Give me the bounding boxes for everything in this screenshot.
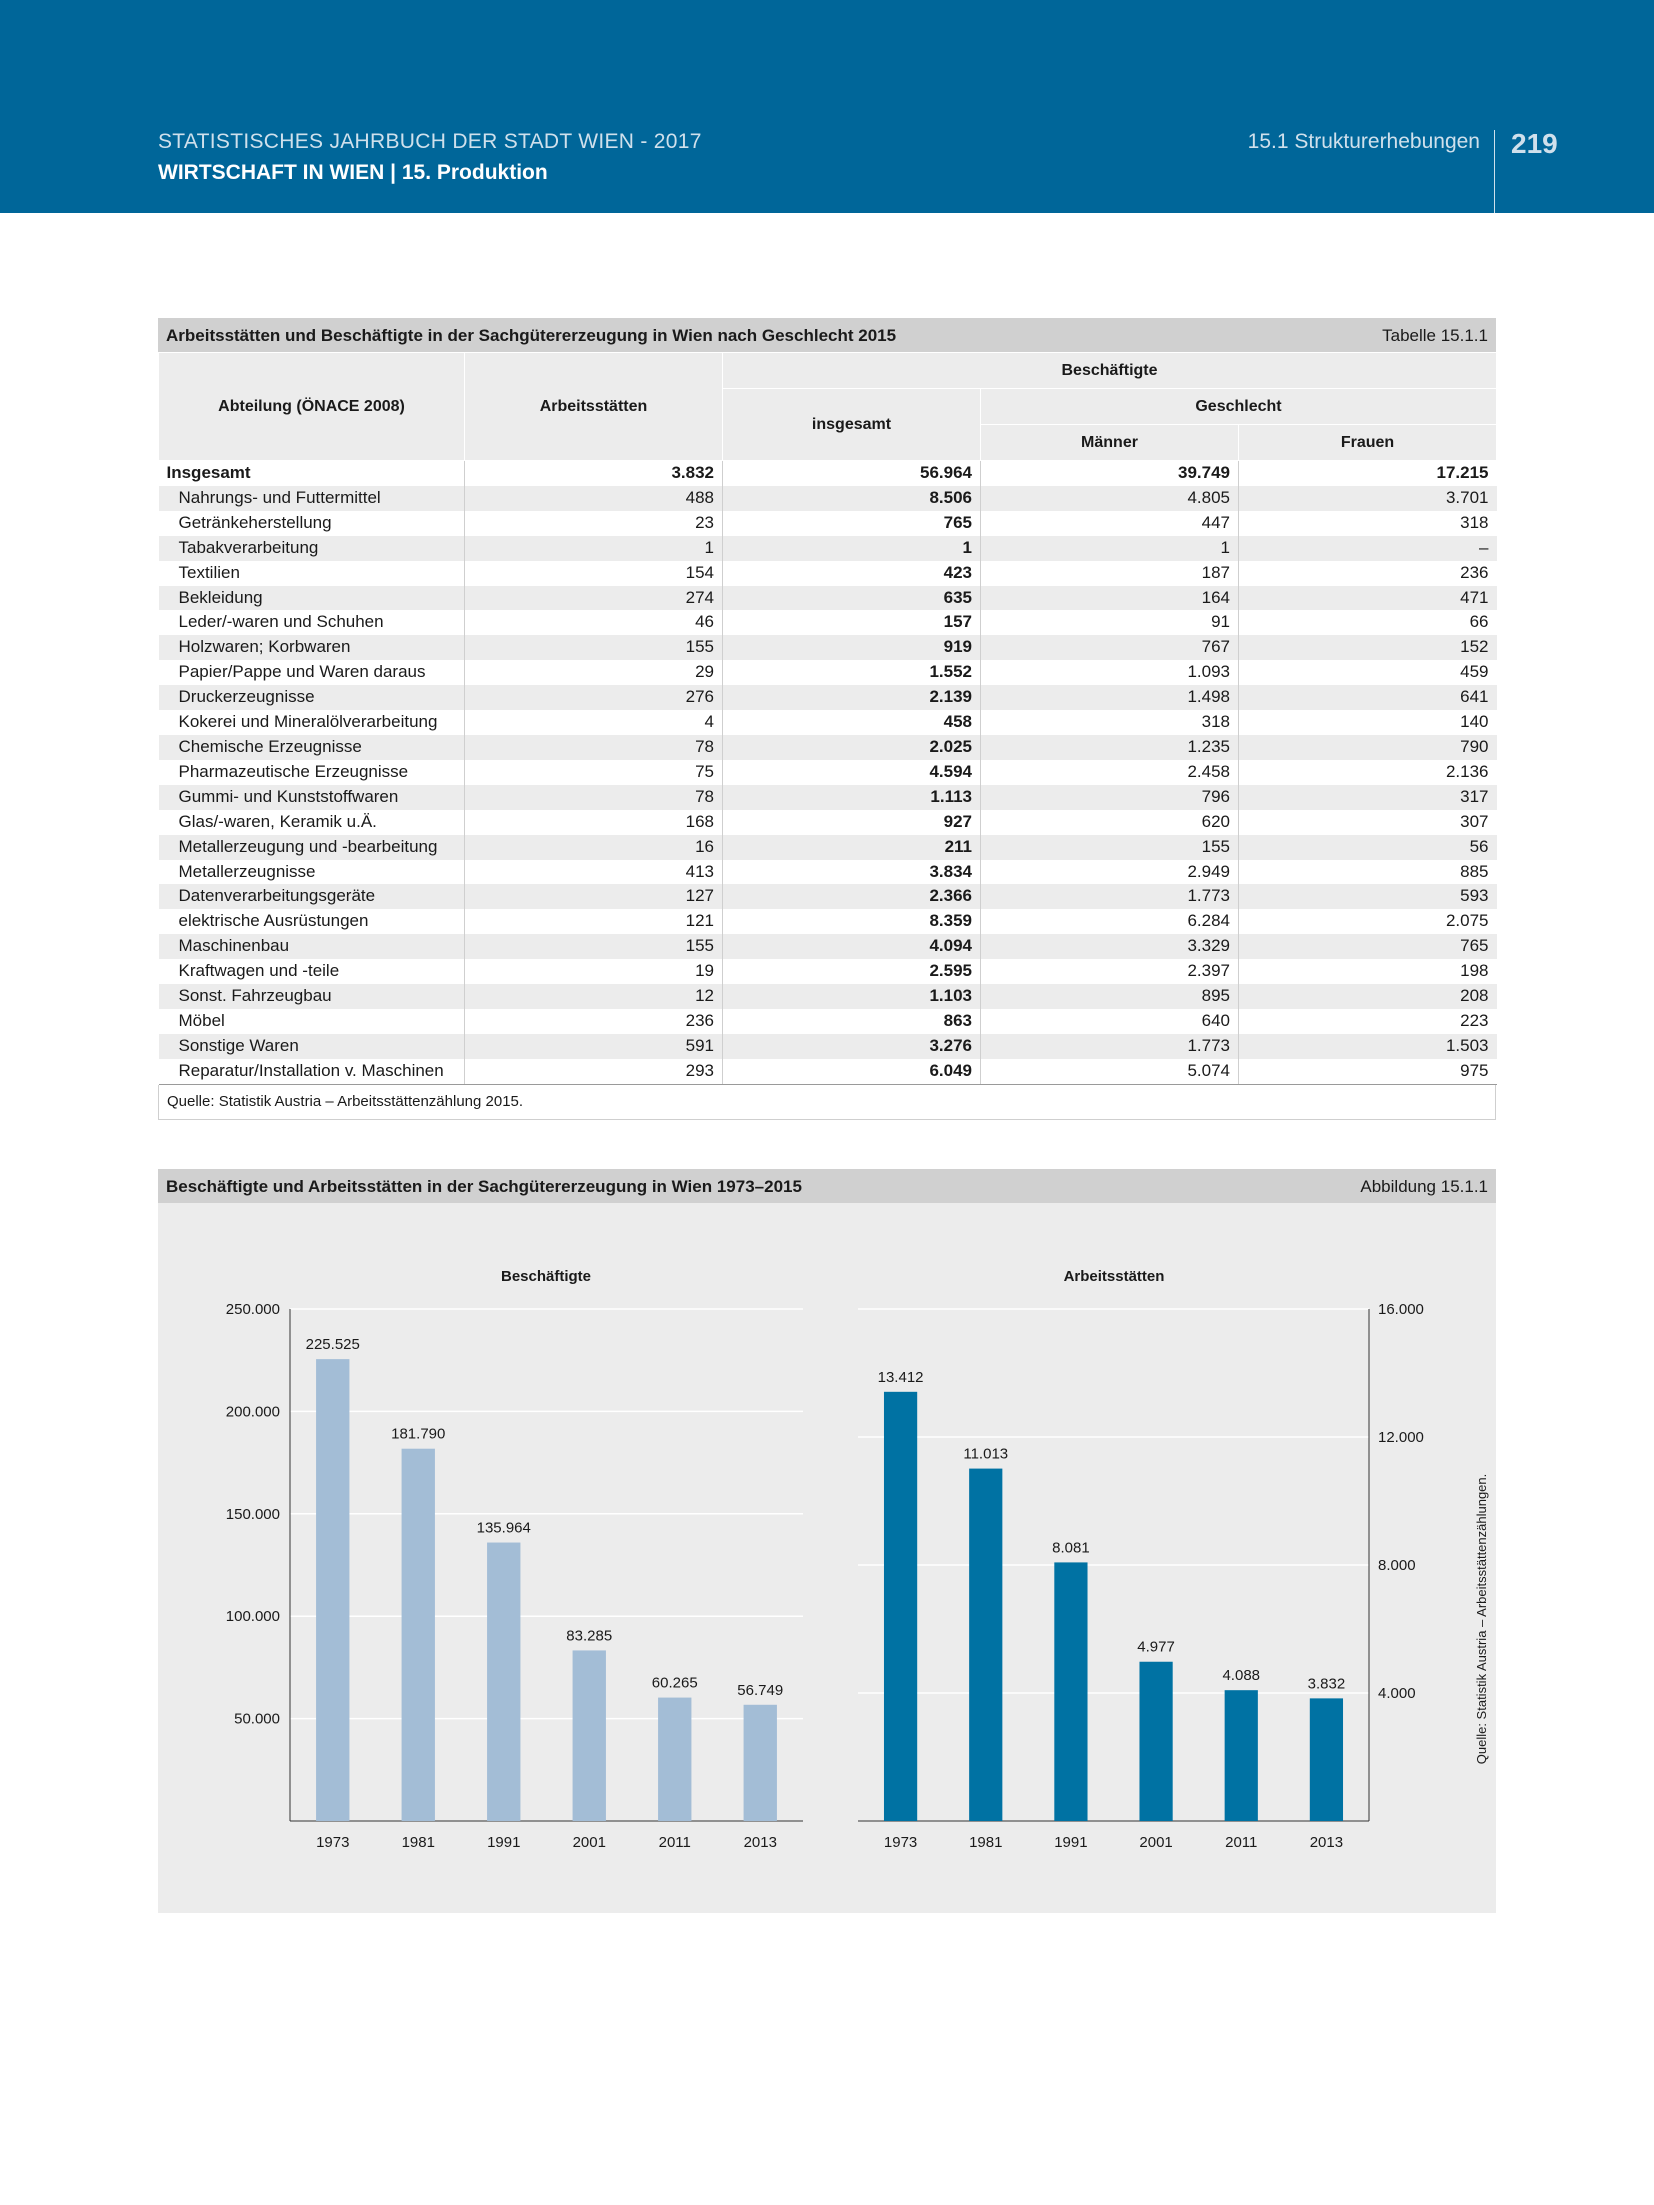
cell-insgesamt: 2.595 (723, 959, 981, 984)
cell-arbeitsstaetten: 23 (465, 511, 723, 536)
table-row-total (159, 461, 1497, 486)
cell-insgesamt: 8.506 (723, 486, 981, 511)
figure-label: Abbildung 15.1.1 (1360, 1177, 1488, 1196)
cell-insgesamt: 4.594 (723, 760, 981, 785)
cell-frauen: 641 (1239, 685, 1497, 710)
cell-frauen: 2.136 (1239, 760, 1497, 785)
page-header (0, 0, 1654, 213)
bar (658, 1698, 691, 1821)
cell-arbeitsstaetten: 591 (465, 1034, 723, 1059)
figure-panel (158, 1169, 1496, 1913)
chart-title: Beschäftigte (500, 1268, 592, 1285)
row-label: Kraftwagen und -teile (178, 961, 340, 981)
cell-insgesamt: 458 (723, 710, 981, 735)
cell-frauen: 790 (1239, 735, 1497, 760)
cell-insgesamt: 3.276 (723, 1034, 981, 1059)
x-tick-label: 1973 (883, 1834, 918, 1851)
y-tick-label: 200.000 (225, 1403, 280, 1421)
row-label: Textilien (178, 562, 240, 582)
x-tick-label: 1981 (969, 1834, 1003, 1851)
cell-frauen: 307 (1239, 810, 1497, 835)
cell-frauen: 66 (1239, 610, 1497, 635)
cell-insgesamt: 2.366 (723, 884, 981, 909)
bar-value-label: 60.265 (651, 1674, 698, 1692)
cell-frauen: 3.701 (1239, 486, 1497, 511)
row-label: Bekleidung (159, 586, 465, 611)
cell-maenner: 447 (981, 511, 1239, 536)
header-insgesamt: insgesamt (723, 389, 981, 461)
cell-maenner: 91 (981, 610, 1239, 635)
cell-arbeitsstaetten: 3.832 (465, 461, 723, 486)
table-caption-bar (158, 318, 1496, 352)
cell-maenner: 767 (981, 635, 1239, 660)
cell-insgesamt: 3.834 (723, 860, 981, 885)
cell-arbeitsstaetten: 293 (465, 1059, 723, 1084)
row-label: Möbel (178, 1010, 225, 1030)
cell-insgesamt: 1 (723, 536, 981, 561)
cell-arbeitsstaetten: 19 (465, 959, 723, 984)
row-label: Maschinenbau (159, 934, 465, 959)
cell-arbeitsstaetten: 154 (465, 561, 723, 586)
bar (1225, 1690, 1258, 1821)
charts-svg (158, 1169, 1496, 1913)
row-label: Druckerzeugnisse (159, 685, 465, 710)
row-label: Sonstige Waren (159, 1034, 465, 1059)
cell-insgesamt: 863 (723, 1009, 981, 1034)
row-label: Glas/-waren, Keramik u.Ä. (178, 811, 377, 831)
bar (1139, 1662, 1172, 1821)
cell-insgesamt: 919 (723, 635, 981, 660)
cell-arbeitsstaetten: 413 (465, 860, 723, 885)
cell-frauen: 765 (1239, 934, 1497, 959)
cell-frauen: 152 (1239, 635, 1497, 660)
x-tick-label: 1991 (487, 1834, 521, 1851)
figure-source: Quelle: Statistik Austria – Arbeitsstättenzählungen. (1474, 1473, 1489, 1765)
plot-area (290, 1309, 803, 1821)
cell-frauen: 1.503 (1239, 1034, 1497, 1059)
row-label: elektrische Ausrüstungen (178, 911, 369, 931)
table-row (159, 561, 1497, 586)
cell-frauen: 317 (1239, 785, 1497, 810)
cell-insgesamt: 6.049 (723, 1059, 981, 1084)
table-row (159, 536, 1497, 561)
x-tick-label: 2011 (1225, 1834, 1258, 1851)
header-beschaeftigte: Beschäftigte (723, 353, 1497, 389)
row-label: Metallerzeugung und -bearbeitung (159, 835, 465, 860)
cell-maenner: 6.284 (981, 909, 1239, 934)
table-source: Quelle: Statistik Austria – Arbeitsstättenzählung 2015. (158, 1085, 1496, 1120)
table-row (159, 1009, 1497, 1034)
cell-maenner: 1.235 (981, 735, 1239, 760)
cell-arbeitsstaetten: 78 (465, 785, 723, 810)
header-arbeitsstaetten: Arbeitsstätten (465, 353, 723, 461)
row-label: Kokerei und Mineralölverarbeitung (178, 712, 438, 732)
cell-maenner: 640 (981, 1009, 1239, 1034)
cell-arbeitsstaetten: 127 (465, 884, 723, 909)
table-row (159, 685, 1497, 710)
table-row (159, 934, 1497, 959)
bar (573, 1650, 606, 1821)
cell-frauen: 975 (1239, 1059, 1497, 1084)
bar (1310, 1698, 1343, 1821)
cell-maenner: 2.949 (981, 860, 1239, 885)
table-row (159, 511, 1497, 536)
bar (884, 1392, 917, 1821)
cell-frauen: 459 (1239, 660, 1497, 685)
cell-arbeitsstaetten: 236 (465, 1009, 723, 1034)
cell-frauen: 2.075 (1239, 909, 1497, 934)
cell-maenner: 3.329 (981, 934, 1239, 959)
cell-insgesamt: 765 (723, 511, 981, 536)
table-row (159, 486, 1497, 511)
row-label: Insgesamt (159, 461, 465, 486)
bar (316, 1359, 349, 1821)
cell-maenner: 1.773 (981, 884, 1239, 909)
x-tick-label: 1973 (316, 1834, 350, 1851)
cell-insgesamt: 423 (723, 561, 981, 586)
cell-frauen: 318 (1239, 511, 1497, 536)
x-tick-label: 1981 (401, 1834, 435, 1851)
table-row (159, 635, 1497, 660)
cell-arbeitsstaetten: 4 (465, 710, 723, 735)
cell-maenner: 318 (981, 710, 1239, 735)
cell-insgesamt: 927 (723, 810, 981, 835)
table-label: Tabelle 15.1.1 (1382, 326, 1488, 345)
cell-insgesamt: 2.139 (723, 685, 981, 710)
cell-frauen: 17.215 (1239, 461, 1497, 486)
table-row (159, 760, 1497, 785)
cell-insgesamt: 211 (723, 835, 981, 860)
table-row (159, 810, 1497, 835)
cell-maenner: 1 (981, 536, 1239, 561)
cell-maenner: 796 (981, 785, 1239, 810)
bar-value-label: 11.013 (963, 1445, 1009, 1463)
bar-value-label: 83.285 (566, 1627, 613, 1645)
cell-frauen: 140 (1239, 710, 1497, 735)
table-row (159, 984, 1497, 1009)
cell-maenner: 620 (981, 810, 1239, 835)
bar-value-label: 8.081 (1052, 1539, 1090, 1557)
x-tick-label: 2001 (1139, 1834, 1173, 1851)
row-label: Reparatur/Installation v. Maschinen (159, 1059, 465, 1084)
cell-insgesamt: 8.359 (723, 909, 981, 934)
bar-value-label: 225.525 (305, 1336, 360, 1354)
y-tick-label: 250.000 (225, 1301, 280, 1318)
cell-frauen: 236 (1239, 561, 1497, 586)
cell-maenner: 2.458 (981, 760, 1239, 785)
bar-value-label: 56.749 (737, 1681, 784, 1699)
row-label: Papier/Pappe und Waren daraus (178, 662, 426, 682)
x-tick-label: 2011 (658, 1834, 691, 1851)
cell-arbeitsstaetten: 78 (465, 735, 723, 760)
bar-value-label: 135.964 (476, 1519, 531, 1537)
table-body (159, 461, 1497, 1085)
cell-maenner: 187 (981, 561, 1239, 586)
page-number: 219 (1511, 128, 1558, 159)
header-maenner: Männer (981, 425, 1239, 461)
section-title: 15.1 Strukturerhebungen (1247, 130, 1480, 153)
cell-maenner: 155 (981, 835, 1239, 860)
cell-insgesamt: 2.025 (723, 735, 981, 760)
y-tick-label: 16.000 (1378, 1301, 1424, 1318)
cell-maenner: 4.805 (981, 486, 1239, 511)
row-label: Holzwaren; Korbwaren (159, 635, 465, 660)
row-label: Gummi- und Kunststoffwaren (159, 785, 465, 810)
table-panel (158, 318, 1496, 1120)
chapter-title: WIRTSCHAFT IN WIEN | 15. Produktion (158, 161, 548, 184)
header-divider (1494, 130, 1495, 213)
table-row (159, 909, 1497, 934)
cell-arbeitsstaetten: 29 (465, 660, 723, 685)
table-row (159, 586, 1497, 611)
chart-title: Arbeitsstätten (1063, 1268, 1165, 1285)
cell-frauen: 208 (1239, 984, 1497, 1009)
cell-maenner: 1.773 (981, 1034, 1239, 1059)
data-table (158, 352, 1497, 1085)
cell-arbeitsstaetten: 121 (465, 909, 723, 934)
bar (969, 1469, 1002, 1821)
cell-arbeitsstaetten: 168 (465, 810, 723, 835)
row-label: Datenverarbeitungsgeräte (159, 884, 465, 909)
cell-arbeitsstaetten: 155 (465, 635, 723, 660)
y-tick-label: 50.000 (234, 1710, 280, 1728)
cell-insgesamt: 635 (723, 586, 981, 611)
cell-frauen: 471 (1239, 586, 1497, 611)
y-tick-label: 4.000 (1378, 1685, 1416, 1702)
cell-arbeitsstaetten: 155 (465, 934, 723, 959)
publication-title: STATISTISCHES JAHRBUCH DER STADT WIEN - 2017 (158, 130, 702, 153)
row-label: Pharmazeutische Erzeugnisse (178, 761, 409, 781)
cell-frauen: 593 (1239, 884, 1497, 909)
cell-insgesamt: 1.552 (723, 660, 981, 685)
cell-frauen: 56 (1239, 835, 1497, 860)
bar (1054, 1562, 1087, 1821)
x-tick-label: 2013 (743, 1834, 777, 1851)
row-label: Sonst. Fahrzeugbau (159, 984, 465, 1009)
cell-maenner: 1.093 (981, 660, 1239, 685)
cell-maenner: 5.074 (981, 1059, 1239, 1084)
y-tick-label: 150.000 (225, 1505, 280, 1523)
cell-arbeitsstaetten: 274 (465, 586, 723, 611)
table-row (159, 959, 1497, 984)
table-row (159, 735, 1497, 760)
cell-arbeitsstaetten: 75 (465, 760, 723, 785)
row-label: Nahrungs- und Futtermittel (159, 486, 465, 511)
cell-maenner: 895 (981, 984, 1239, 1009)
bar-value-label: 181.790 (391, 1425, 446, 1443)
table-row (159, 660, 1497, 685)
cell-arbeitsstaetten: 1 (465, 536, 723, 561)
bar-value-label: 4.088 (1222, 1667, 1261, 1685)
cell-insgesamt: 4.094 (723, 934, 981, 959)
cell-arbeitsstaetten: 12 (465, 984, 723, 1009)
cell-frauen: 223 (1239, 1009, 1497, 1034)
x-tick-label: 1991 (1054, 1834, 1088, 1851)
cell-frauen: – (1239, 536, 1497, 561)
row-label: Leder/-waren und Schuhen (178, 612, 384, 632)
table-row (159, 884, 1497, 909)
bar (402, 1449, 435, 1821)
table-row (159, 710, 1497, 735)
header-frauen: Frauen (1239, 425, 1497, 461)
y-tick-label: 8.000 (1378, 1557, 1416, 1574)
table-row (159, 1034, 1497, 1059)
y-tick-label: 12.000 (1378, 1429, 1424, 1446)
table-row (159, 860, 1497, 885)
header-geschlecht: Geschlecht (981, 389, 1497, 425)
cell-arbeitsstaetten: 46 (465, 610, 723, 635)
bar-value-label: 3.832 (1307, 1675, 1346, 1693)
row-label: Chemische Erzeugnisse (159, 735, 465, 760)
table-row (159, 785, 1497, 810)
cell-maenner: 1.498 (981, 685, 1239, 710)
y-tick-label: 100.000 (225, 1608, 280, 1626)
cell-insgesamt: 1.113 (723, 785, 981, 810)
bar-value-label: 13.412 (877, 1368, 924, 1386)
cell-maenner: 164 (981, 586, 1239, 611)
table-row (159, 610, 1497, 635)
cell-insgesamt: 1.103 (723, 984, 981, 1009)
table-row (159, 835, 1497, 860)
bar (487, 1543, 520, 1821)
cell-maenner: 2.397 (981, 959, 1239, 984)
cell-arbeitsstaetten: 488 (465, 486, 723, 511)
table-caption: Arbeitsstätten und Beschäftigte in der Sachgütererzeugung in Wien nach Geschlecht 2015 (166, 326, 897, 345)
cell-arbeitsstaetten: 276 (465, 685, 723, 710)
table-row (159, 1059, 1497, 1084)
figure-caption: Beschäftigte und Arbeitsstätten in der Sachgütererzeugung in Wien 1973–2015 (166, 1177, 802, 1196)
cell-insgesamt: 56.964 (723, 461, 981, 486)
row-label: Getränkeherstellung (178, 512, 332, 532)
cell-maenner: 39.749 (981, 461, 1239, 486)
header-abteilung: Abteilung (ÖNACE 2008) (159, 353, 465, 461)
bar-value-label: 4.977 (1137, 1638, 1175, 1656)
x-tick-label: 2001 (572, 1834, 606, 1851)
row-label: Tabakverarbeitung (159, 536, 465, 561)
bar (744, 1705, 777, 1821)
cell-arbeitsstaetten: 16 (465, 835, 723, 860)
cell-frauen: 198 (1239, 959, 1497, 984)
cell-frauen: 885 (1239, 860, 1497, 885)
x-tick-label: 2013 (1309, 1834, 1344, 1851)
row-label: Metallerzeugnisse (178, 861, 316, 881)
cell-insgesamt: 157 (723, 610, 981, 635)
